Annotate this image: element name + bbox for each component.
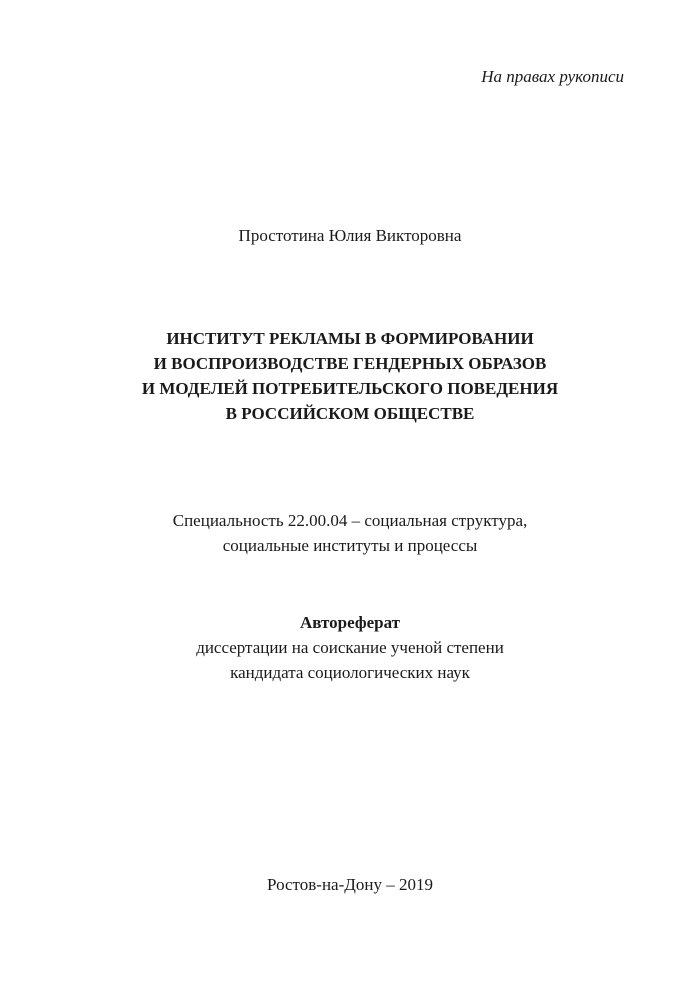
author-name: Простотина Юлия Викторовна bbox=[238, 226, 462, 245]
specialty-line-2: социальные институты и процессы bbox=[222, 536, 478, 555]
title-line-4: В РОССИЙСКОМ ОБЩЕСТВЕ bbox=[225, 404, 475, 423]
place-year: Ростов-на-Дону – 2019 bbox=[267, 875, 433, 894]
title-line-1: ИНСТИТУТ РЕКЛАМЫ В ФОРМИРОВАНИИ bbox=[166, 329, 534, 348]
specialty-line-1: Специальность 22.00.04 – социальная структура, bbox=[172, 511, 528, 530]
title-line-3: И МОДЕЛЕЙ ПОТРЕБИТЕЛЬСКОГО ПОВЕДЕНИЯ bbox=[141, 379, 559, 398]
abstract-line-1: диссертации на соискание ученой степени bbox=[196, 638, 504, 657]
title-line-2: И ВОСПРОИЗВОДСТВЕ ГЕНДЕРНЫХ ОБРАЗОВ bbox=[153, 354, 547, 373]
abstract-heading: Автореферат bbox=[299, 613, 401, 632]
abstract-line-2: кандидата социологических наук bbox=[230, 663, 470, 682]
manuscript-notice: На правах рукописи bbox=[481, 67, 624, 86]
